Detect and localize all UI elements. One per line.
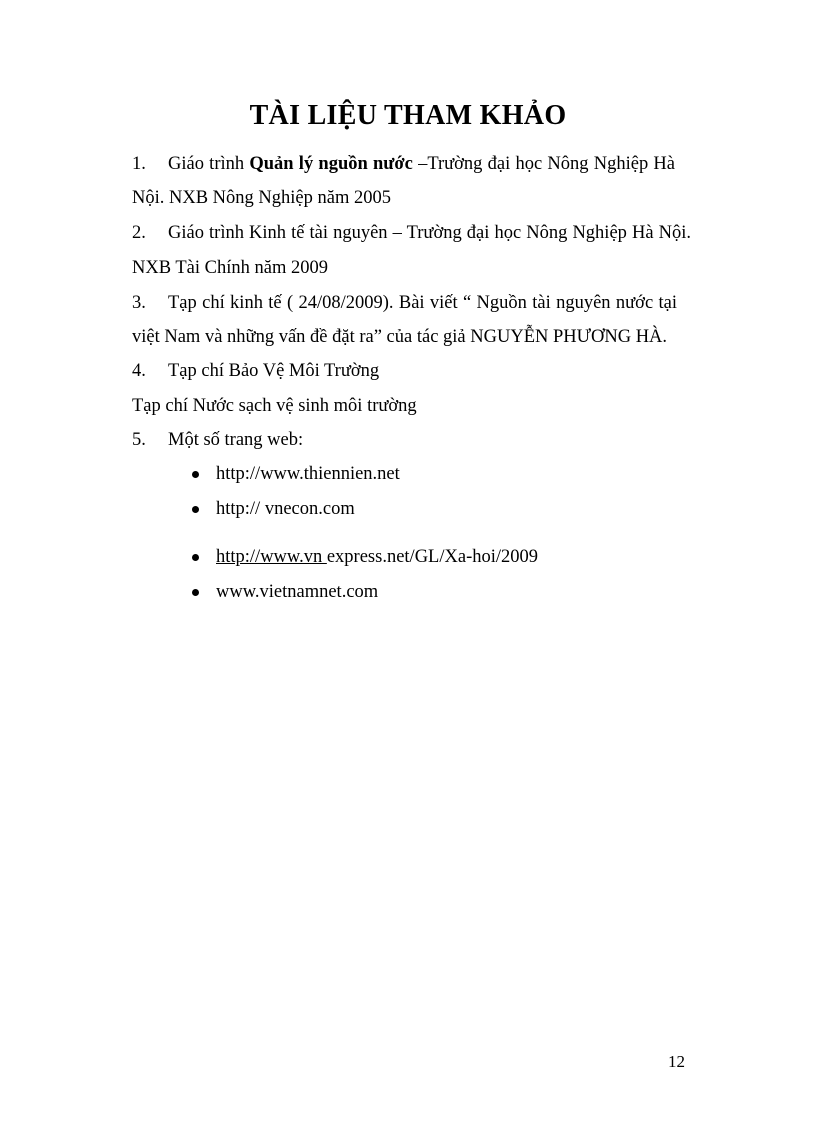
reference-2-line-1: 2. Giáo trình Kinh tế tài nguyên – Trường đại học Nông Nghiệp Hà Nội. — [132, 223, 691, 243]
website-link[interactable]: http://www.thiennien.net — [216, 464, 400, 484]
bullet-icon — [192, 506, 199, 513]
reference-1-line-1: 1. Giáo trình Quản lý nguồn nước –Trường đại học Nông Nghiệp Hà — [132, 154, 675, 174]
reference-1-line-2: Nội. NXB Nông Nghiệp năm 2005 — [132, 188, 391, 208]
website-link[interactable]: www.vietnamnet.com — [216, 582, 379, 602]
bullet-icon — [192, 554, 199, 561]
reference-5-line-1: 5. Một số trang web: — [132, 430, 304, 450]
reference-4-number: 4. — [132, 361, 146, 381]
reference-2-line-2: NXB Tài Chính năm 2009 — [132, 258, 328, 278]
website-link[interactable]: express.net/GL/Xa-hoi/2009 — [326, 547, 539, 567]
page-title: TÀI LIỆU THAM KHẢO — [249, 100, 567, 131]
reference-3-line-2: việt Nam và những vấn đề đặt ra” của tác giả NGUYỄN PHƯƠNG HÀ. — [132, 327, 668, 347]
reference-1-number: 1. — [132, 154, 146, 174]
page-number: 12 — [668, 1052, 685, 1071]
reference-5-number: 5. — [132, 430, 146, 450]
reference-4-line-2: Tạp chí Nước sạch vệ sinh môi trường — [132, 396, 417, 416]
bullet-icon — [192, 589, 199, 596]
reference-3-number: 3. — [132, 293, 146, 313]
reference-3-line-1: 3. Tạp chí kinh tế ( 24/08/2009). Bài viết “ Nguồn tài nguyên nước tại — [132, 293, 677, 313]
reference-1-bold-title: Quản lý nguồn nước — [249, 154, 413, 174]
reference-4-line-1: 4. Tạp chí Bảo Vệ Môi Trường — [132, 361, 380, 381]
bullet-icon — [192, 471, 199, 478]
website-link[interactable]: http:// vnecon.com — [216, 499, 355, 519]
website-link-underlined[interactable]: http://www.vn — [216, 547, 327, 567]
reference-2-number: 2. — [132, 223, 146, 243]
